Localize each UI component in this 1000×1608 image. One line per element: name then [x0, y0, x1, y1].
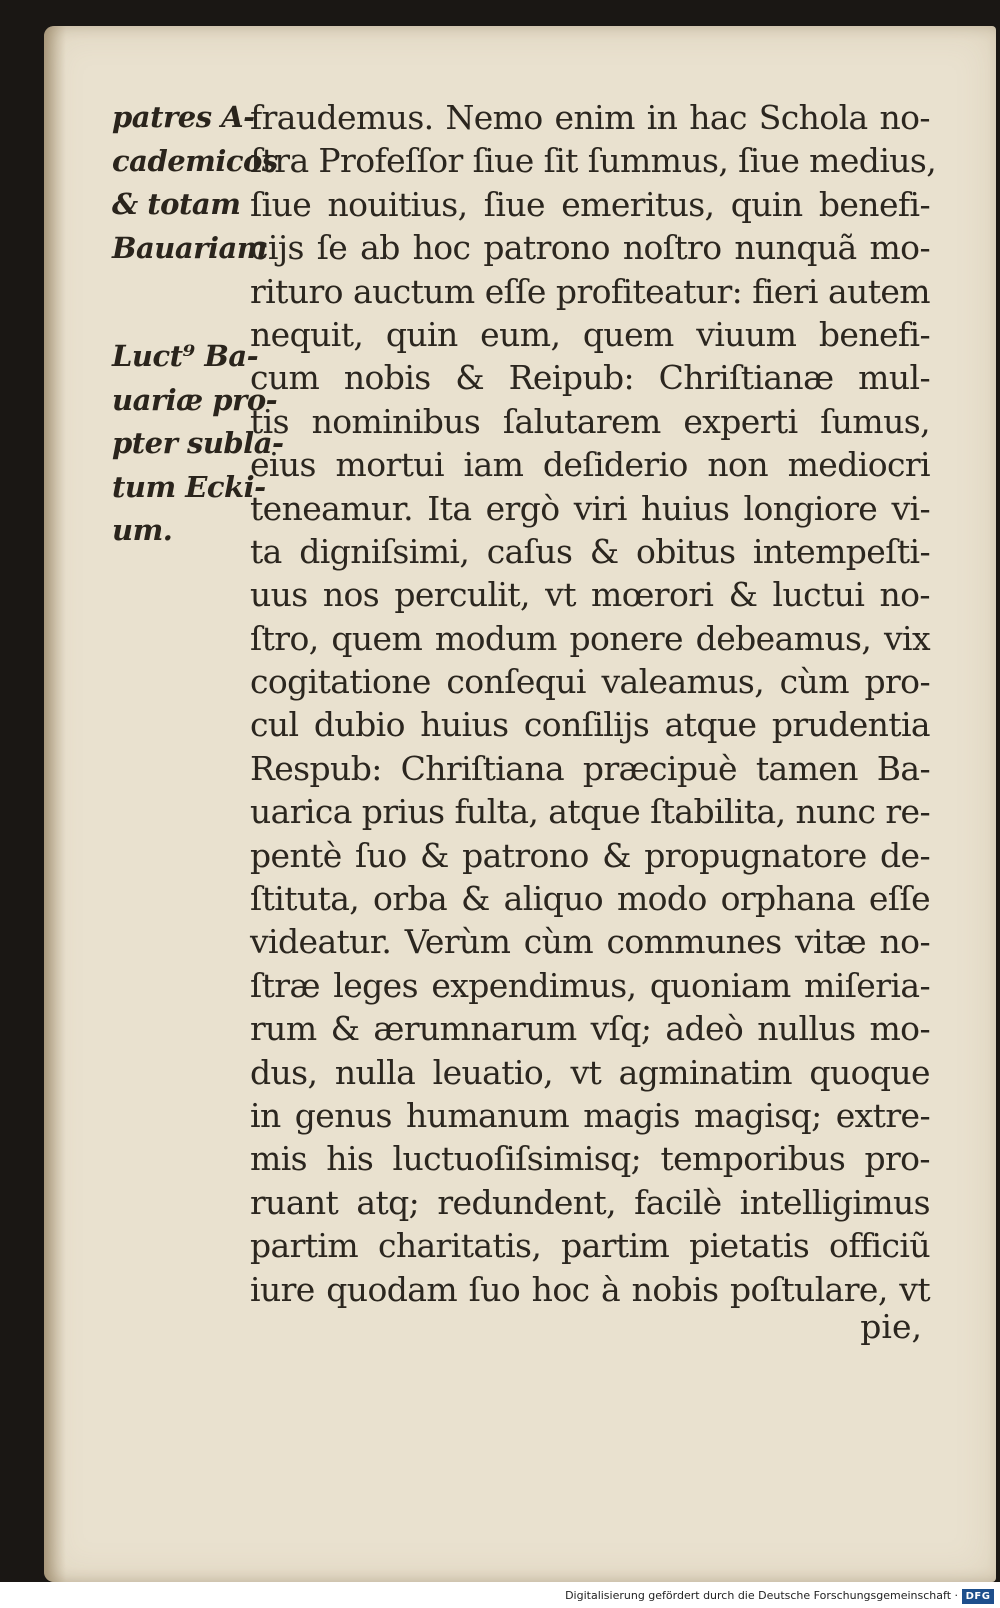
- margin-note-line: pter subla-: [112, 426, 284, 460]
- text-line: ta digniſsimi, caſus & obitus intempeſti-: [250, 531, 930, 571]
- margin-note-line: tum Ecki-: [112, 469, 266, 504]
- text-line: ſiue nouitius, ſiue emeritus, quin benefi-: [250, 184, 930, 224]
- text-line: eius mortui iam deſiderio non mediocri: [250, 445, 930, 485]
- text-line: ruant atq; redundent, facilè intelligimus: [250, 1182, 930, 1222]
- text-line: fraudemus. Nemo enim in hac Schola no-: [250, 98, 930, 137]
- text-line: ſtra Profeſſor ſiue ſit ſummus, ſiue medius,: [250, 141, 937, 181]
- text-line: tis nominibus ſalutarem experti ſumus,: [250, 401, 930, 441]
- text-line: rituro auctum eſſe profiteatur: fieri autem: [250, 271, 930, 311]
- text-line: rum & ærumnarum vſq; adeò nullus mo-: [250, 1009, 930, 1049]
- margin-note-line: um.: [112, 513, 173, 547]
- text-line: cul dubio huius conſilijs atque prudentia: [250, 705, 930, 745]
- text-line: in genus humanum magis magisq; extre-: [250, 1095, 930, 1135]
- body-text: [250, 96, 937, 1311]
- margin-note-line: uariæ pro-: [112, 382, 278, 417]
- margin-note-line: cademicos: [112, 143, 278, 178]
- text-line: uarica prius fulta, atque ſtabilita, nunc re-: [250, 792, 930, 832]
- text-line: nequit, quin eum, quem viuum benefi-: [250, 314, 930, 354]
- margin-note-line: Luct⁹ Ba-: [112, 339, 259, 373]
- margin-note-line: patres A-: [112, 100, 255, 134]
- text-line: Respub: Chriſtiana præcipuè tamen Ba-: [250, 748, 930, 788]
- text-line: cogitatione conſequi valeamus, cùm pro-: [250, 662, 930, 702]
- dfg-logo: DFG: [962, 1589, 994, 1604]
- text-line: videatur. Verùm cùm communes vitæ no-: [250, 922, 930, 962]
- text-line: cijs ſe ab hoc patrono noſtro nunquã mo-: [250, 228, 930, 268]
- text-line: mis his luctuoſiſsimisq; temporibus pro-: [250, 1139, 930, 1179]
- text-line: ſtro, quem modum ponere debeamus, vix: [250, 618, 930, 658]
- text-line: dus, nulla leuatio, vt agminatim quoque: [250, 1052, 930, 1092]
- footer-credit: Digitalisierung gefördert durch die Deutsche Forschungsgemeinschaft ·: [565, 1589, 958, 1602]
- digitization-footer: [0, 1582, 1000, 1608]
- text-line: ſtræ leges expendimus, quoniam miſeria-: [250, 965, 930, 1005]
- margin-note-2: [112, 335, 284, 553]
- margin-note-line: & totam: [112, 187, 241, 221]
- catchword: pie,: [860, 1307, 922, 1346]
- text-line: partim charitatis, partim pietatis officiũ: [250, 1226, 930, 1266]
- text-line: pentè ſuo & patrono & propugnatore de-: [250, 835, 930, 875]
- margin-note-1: [112, 96, 278, 270]
- margin-note-line: Bauariam: [112, 230, 267, 265]
- text-line: uus nos perculit, vt mœrori & luctui no-: [250, 575, 930, 615]
- text-line: iure quodam ſuo hoc à nobis poſtulare, vt: [250, 1269, 930, 1309]
- text-line: teneamur. Ita ergò viri huius longiore vi-: [250, 488, 930, 528]
- text-line: ſtituta, orba & aliquo modo orphana eſſe: [250, 879, 930, 919]
- text-line: cum nobis & Reipub: Chriſtianæ mul-: [250, 358, 930, 398]
